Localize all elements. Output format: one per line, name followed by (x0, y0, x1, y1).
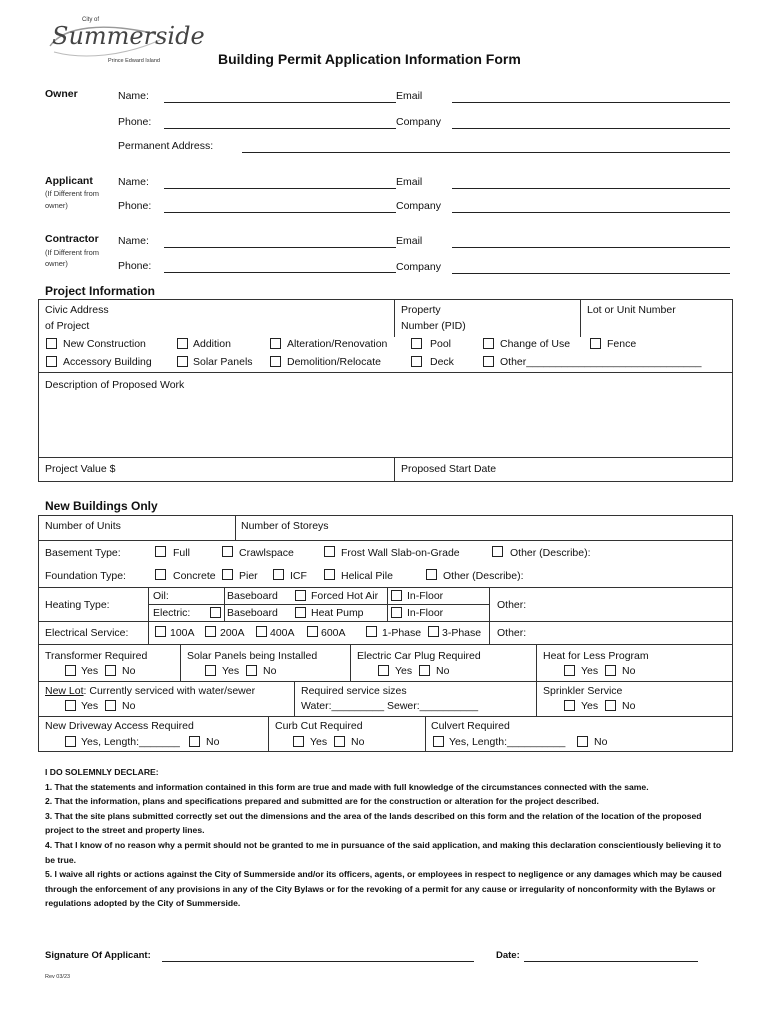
electrical-200a-checkbox[interactable] (205, 626, 216, 637)
nb-divider (350, 644, 351, 681)
project-divider (580, 299, 581, 337)
owner-heading: Owner (45, 88, 78, 100)
heat-program-no-label: No (622, 665, 636, 677)
driveway-no-checkbox[interactable] (189, 736, 200, 747)
driveway-yes-length-label[interactable]: Yes, Length:_______ (81, 736, 180, 748)
electrical-other-label[interactable]: Other: (497, 627, 527, 639)
electrical-200a-label: 200A (220, 627, 245, 639)
nb-divider (224, 587, 225, 621)
basement-crawl-checkbox[interactable] (222, 546, 233, 557)
foundation-concrete-checkbox[interactable] (155, 569, 166, 580)
new-lot-yes-label: Yes (81, 700, 99, 712)
applicant-phone-field[interactable] (164, 212, 396, 213)
contractor-note-2: owner) (45, 259, 68, 268)
owner-address-field[interactable] (242, 152, 730, 153)
pool-label: Pool (430, 338, 452, 350)
addition-checkbox[interactable] (177, 338, 188, 349)
new-construction-label: New Construction (63, 338, 146, 350)
culvert-no-label: No (594, 736, 608, 748)
ev-no-checkbox[interactable] (419, 665, 430, 676)
foundation-other-label: Other (Describe): (443, 570, 524, 582)
solar-no-label: No (263, 665, 277, 677)
foundation-other-checkbox[interactable] (426, 569, 437, 580)
nb-divider (38, 716, 733, 717)
nb-divider (148, 604, 489, 605)
contractor-name-field[interactable] (164, 247, 396, 248)
storeys-label: Number of Storeys (241, 520, 329, 532)
nb-divider (294, 681, 295, 716)
fence-checkbox[interactable] (590, 338, 601, 349)
electrical-100a-label: 100A (170, 627, 195, 639)
new-lot-no-label: No (122, 700, 136, 712)
contractor-note-1: (If Different from (45, 248, 100, 257)
oil-forced-air-label: Forced Hot Air (311, 590, 379, 602)
addition-label: Addition (193, 338, 231, 350)
transformer-yes-checkbox[interactable] (65, 665, 76, 676)
accessory-building-checkbox[interactable] (46, 356, 57, 367)
applicant-company-field[interactable] (452, 212, 730, 213)
deck-checkbox[interactable] (411, 356, 422, 367)
basement-full-checkbox[interactable] (155, 546, 166, 557)
logo-tagline: Prince Edward Island (108, 58, 160, 64)
page-title: Building Permit Application Information Form (218, 51, 521, 67)
nb-divider (536, 644, 537, 716)
solar-yes-label: Yes (222, 665, 240, 677)
heating-electric-label: Electric: (153, 607, 191, 619)
new-construction-checkbox[interactable] (46, 338, 57, 349)
foundation-type-label: Foundation Type: (45, 570, 126, 582)
date-field[interactable] (524, 961, 698, 962)
electrical-1phase-checkbox[interactable] (366, 626, 377, 637)
ev-yes-label: Yes (395, 665, 413, 677)
signature-field[interactable] (162, 961, 474, 962)
sprinkler-yes-checkbox[interactable] (564, 700, 575, 711)
description-label: Description of Proposed Work (45, 379, 185, 391)
other-type-label[interactable]: Other______________________________ (500, 356, 702, 368)
sprinkler-no-label: No (622, 700, 636, 712)
applicant-note-2: owner) (45, 201, 68, 210)
oil-infloor-checkbox[interactable] (391, 590, 402, 601)
basement-other-checkbox[interactable] (492, 546, 503, 557)
culvert-yes-length-label[interactable]: Yes, Length:__________ (449, 736, 566, 748)
heating-other-label[interactable]: Other: (497, 599, 527, 611)
declaration-heading: I DO SOLEMNLY DECLARE: (45, 767, 159, 777)
ev-no-label: No (436, 665, 450, 677)
transformer-label: Transformer Required (45, 650, 148, 662)
pool-checkbox[interactable] (411, 338, 422, 349)
owner-company-field[interactable] (452, 128, 730, 129)
electrical-600a-label: 600A (321, 627, 346, 639)
owner-phone-field[interactable] (164, 128, 396, 129)
nb-divider (38, 540, 733, 541)
demolition-label: Demolition/Relocate (287, 356, 381, 368)
electrical-3phase-checkbox[interactable] (428, 626, 439, 637)
solar-installed-label: Solar Panels being Installed (187, 650, 318, 662)
transformer-no-label: No (122, 665, 136, 677)
foundation-icf-checkbox[interactable] (273, 569, 284, 580)
declaration-item-2: 2. That the information, plans and specifications prepared and submitted are for the construction or alteration for the project described. (45, 796, 599, 807)
contractor-company-label: Company (396, 261, 441, 273)
civic-address-label-2: of Project (45, 320, 90, 332)
transformer-no-checkbox[interactable] (105, 665, 116, 676)
foundation-pier-label: Pier (239, 570, 258, 582)
signature-label: Signature Of Applicant: (45, 950, 151, 961)
ev-yes-checkbox[interactable] (378, 665, 389, 676)
owner-name-label: Name: (118, 90, 149, 102)
sprinkler-no-checkbox[interactable] (605, 700, 616, 711)
culvert-yes-checkbox[interactable] (433, 736, 444, 747)
project-value-label[interactable]: Project Value $ (45, 463, 116, 475)
new-buildings-heading: New Buildings Only (45, 499, 158, 513)
nb-divider (38, 621, 733, 622)
demolition-checkbox[interactable] (270, 356, 281, 367)
new-lot-no-checkbox[interactable] (105, 700, 116, 711)
electrical-600a-checkbox[interactable] (307, 626, 318, 637)
oil-forced-air-checkbox[interactable] (295, 590, 306, 601)
culvert-no-checkbox[interactable] (577, 736, 588, 747)
accessory-building-label: Accessory Building (63, 356, 152, 368)
contractor-email-field[interactable] (452, 247, 730, 248)
sprinkler-yes-label: Yes (581, 700, 599, 712)
units-label: Number of Units (45, 520, 121, 532)
heat-program-label: Heat for Less Program (543, 650, 649, 662)
owner-company-label: Company (396, 116, 441, 128)
date-label: Date: (496, 950, 520, 961)
applicant-name-field[interactable] (164, 188, 396, 189)
transformer-yes-label: Yes (81, 665, 99, 677)
solar-no-checkbox[interactable] (246, 665, 257, 676)
basement-other-label: Other (Describe): (510, 547, 591, 559)
fence-label: Fence (607, 338, 637, 350)
start-date-label[interactable]: Proposed Start Date (401, 463, 497, 475)
foundation-icf-label: ICF (290, 570, 307, 582)
electrical-400a-checkbox[interactable] (256, 626, 267, 637)
applicant-note-1: (If Different from (45, 189, 100, 198)
applicant-company-label: Company (396, 200, 441, 212)
applicant-phone-label: Phone: (118, 200, 152, 212)
nb-divider (38, 587, 733, 588)
change-of-use-label: Change of Use (500, 338, 571, 350)
alteration-label: Alteration/Renovation (287, 338, 388, 350)
logo-name: Summerside (52, 22, 205, 50)
electrical-1phase-label: 1-Phase (382, 627, 422, 639)
project-divider (38, 372, 733, 373)
electric-heatpump-label: Heat Pump (311, 607, 364, 619)
foundation-helical-label: Helical Pile (341, 570, 393, 582)
electric-infloor-checkbox[interactable] (391, 607, 402, 618)
basement-crawl-label: Crawlspace (239, 547, 294, 559)
curb-no-label: No (351, 736, 365, 748)
basement-frost-checkbox[interactable] (324, 546, 335, 557)
declaration-item-1: 1. That the statements and information contained in this form are true and made with full knowledge of the circumstances connected with the same. (45, 781, 649, 792)
alteration-checkbox[interactable] (270, 338, 281, 349)
new-lot-yes-checkbox[interactable] (65, 700, 76, 711)
curb-yes-label: Yes (310, 736, 328, 748)
logo-city-text: City of (82, 17, 100, 23)
contractor-company-field[interactable] (452, 273, 730, 274)
nb-divider (387, 587, 388, 621)
project-heading: Project Information (45, 284, 156, 298)
new-lot-rest: : Currently serviced with water/sewer (83, 685, 256, 697)
nb-divider (148, 587, 149, 644)
sprinkler-label: Sprinkler Service (543, 685, 623, 697)
applicant-email-field[interactable] (452, 188, 730, 189)
foundation-pier-checkbox[interactable] (222, 569, 233, 580)
ev-plug-label: Electric Car Plug Required (357, 650, 481, 662)
electric-heatpump-checkbox[interactable] (295, 607, 306, 618)
nb-divider (235, 515, 236, 540)
project-divider (38, 457, 733, 458)
property-label-2: Number (PID) (401, 320, 466, 332)
heat-program-yes-label: Yes (581, 665, 599, 677)
curb-cut-label: Curb Cut Required (275, 720, 363, 732)
driveway-yes-checkbox[interactable] (65, 736, 76, 747)
heat-program-no-checkbox[interactable] (605, 665, 616, 676)
solar-yes-checkbox[interactable] (205, 665, 216, 676)
electric-baseboard-checkbox[interactable] (210, 607, 221, 618)
nb-divider (38, 644, 733, 645)
owner-phone-label: Phone: (118, 116, 152, 128)
revision-label: Rev 03/23 (45, 974, 71, 980)
solar-panels-label: Solar Panels (193, 356, 253, 368)
declaration-item-4: 4. That I know of no reason why a permit should not be granted to me in pursuance of the said application, and making this declaration conscientiously believing it to be true. (45, 839, 722, 865)
electrical-service-label: Electrical Service: (45, 627, 129, 639)
foundation-helical-checkbox[interactable] (324, 569, 335, 580)
nb-divider (489, 587, 490, 644)
heating-oil-label: Oil: (153, 590, 169, 602)
applicant-heading: Applicant (45, 175, 93, 187)
owner-name-field[interactable] (164, 102, 396, 103)
electrical-3phase-label: 3-Phase (442, 627, 482, 639)
solar-panels-checkbox[interactable] (177, 356, 188, 367)
nb-divider (268, 716, 269, 752)
other-type-checkbox[interactable] (483, 356, 494, 367)
basement-frost-label: Frost Wall Slab-on-Grade (341, 547, 460, 559)
nb-divider (425, 716, 426, 752)
oil-infloor-label: In-Floor (407, 590, 444, 602)
driveway-no-label: No (206, 736, 220, 748)
heating-type-label: Heating Type: (45, 599, 110, 611)
owner-address-label: Permanent Address: (118, 140, 214, 152)
culvert-label: Culvert Required (431, 720, 510, 732)
applicant-name-label: Name: (118, 176, 149, 188)
electrical-100a-checkbox[interactable] (155, 626, 166, 637)
contractor-name-label: Name: (118, 235, 149, 247)
service-sizes-label: Required service sizes (301, 685, 407, 697)
deck-label: Deck (430, 356, 454, 368)
declaration-item-5: 5. I waive all rights or actions against the City of Summerside and/or its officers, agents, or employees in respect to negligence or any damages which may be caused through the enforcement of any provisions in any of the City Bylaws or for the revoking of a permit for any cause or irregularity of nonconformity with the Bylaws or regulations adopted by the City of Summerside. (45, 869, 722, 909)
curb-no-checkbox[interactable] (334, 736, 345, 747)
heat-program-yes-checkbox[interactable] (564, 665, 575, 676)
nb-divider (180, 644, 181, 681)
declaration (45, 765, 725, 911)
project-divider (394, 299, 395, 337)
new-lot-prefix: New Lot (45, 685, 84, 697)
foundation-concrete-label: Concrete (173, 570, 216, 582)
contractor-phone-label: Phone: (118, 260, 152, 272)
contractor-phone-field[interactable] (164, 272, 396, 273)
declaration-item-3: 3. That the site plans submitted correctly set out the dimensions and the area of the lands described on this form and the relation of the location of the proposed project to the street and property lines. (45, 810, 702, 836)
lot-number-label: Lot or Unit Number (587, 304, 676, 316)
curb-yes-checkbox[interactable] (293, 736, 304, 747)
electric-infloor-label: In-Floor (407, 607, 444, 619)
new-lot-label (45, 685, 255, 697)
owner-email-field[interactable] (452, 102, 730, 103)
nb-divider (38, 681, 733, 682)
description-field[interactable] (40, 392, 730, 454)
electric-baseboard-label: Baseboard (227, 607, 278, 619)
change-of-use-checkbox[interactable] (483, 338, 494, 349)
water-sewer-field[interactable]: Water:_________ Sewer:__________ (301, 700, 479, 712)
driveway-label: New Driveway Access Required (45, 720, 194, 732)
contractor-heading: Contractor (45, 233, 99, 245)
property-label: Property (401, 304, 441, 316)
civic-address-label: Civic Address (45, 304, 109, 316)
applicant-email-label: Email (396, 176, 423, 188)
contractor-email-label: Email (396, 235, 423, 247)
electrical-400a-label: 400A (270, 627, 295, 639)
oil-baseboard-label: Baseboard (227, 590, 278, 602)
basement-type-label: Basement Type: (45, 547, 121, 559)
project-divider (394, 457, 395, 482)
owner-email-label: Email (396, 90, 423, 102)
basement-full-label: Full (173, 547, 190, 559)
